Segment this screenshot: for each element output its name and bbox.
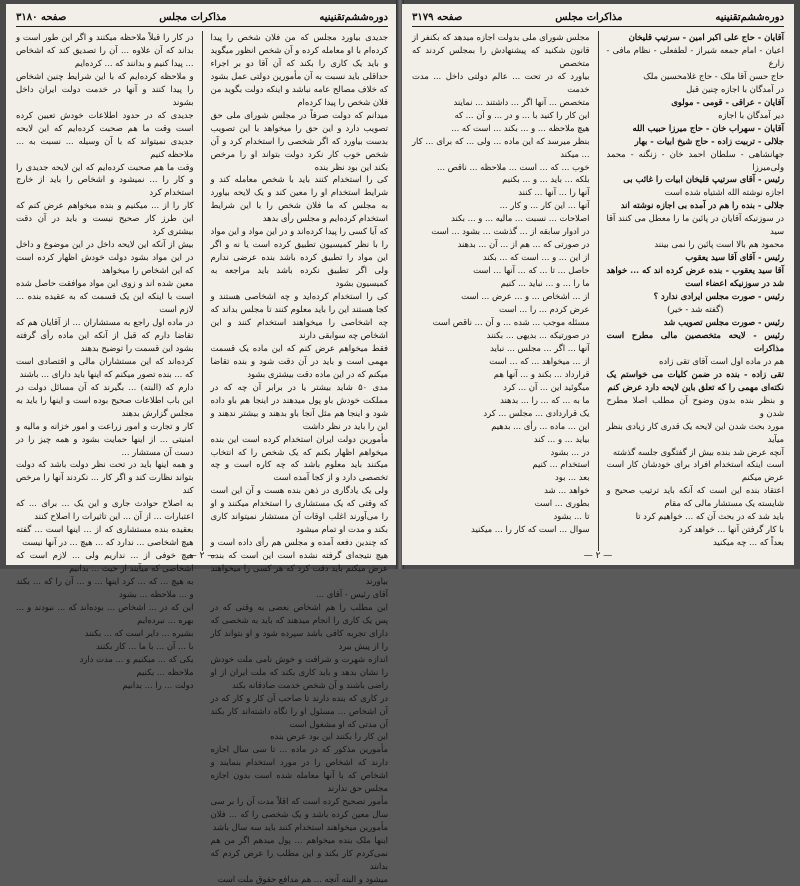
left-page-number: صفحه ۳۱۸۰ xyxy=(16,11,67,23)
left-page-column-left xyxy=(16,31,194,690)
paragraph: در ... بشود xyxy=(550,446,590,457)
paragraph: یکی که ... میکنیم و ... مدت دارد xyxy=(79,653,194,664)
paragraph: کار را از ... میکنیم و بنده میخواهم عرض کنم که این طرز کار صحیح نیست و باید در آن دقت بیشتری کرد xyxy=(16,200,194,237)
paragraph: ملاحظه ... بکنیم xyxy=(136,666,194,677)
paragraph: که چندین دفعه آمده و مجلس هم رأی داده است و هیچ نتیجه‌ای گرفته نشده است این است که بنده عرض میکنم باید دقت کرد که هر کسی را میخواهند بیاورند xyxy=(210,537,388,587)
paragraph: هیچ ملاحظه ... و ... بکند ... است که ... xyxy=(451,122,590,133)
right-page xyxy=(402,4,794,565)
paragraph: آقایان - عراقی - قومی - مولوی xyxy=(671,96,784,107)
paragraph: حاصل ... تا ... که ... آنها ... است xyxy=(473,265,590,276)
paragraph: رئیس - آقای آقا سید یعقوب xyxy=(685,252,784,263)
paragraph: بیاید ... و ... کند xyxy=(533,433,590,444)
paragraph: کار و تجارت و امور زراعت و امور خزانه و مالیه و امنیتی ... از اینها حمایت بشود و همه چیز را در دست آن مستشار ... xyxy=(16,420,194,457)
left-page-column-right xyxy=(210,31,389,884)
paragraph: اینها ملک بنده میخواهم ... پول میدهم اگر من هم نمی‌کردم کار بکند و این مطلب را عرض کردم که بدانند xyxy=(210,835,388,871)
paragraph: رئیس - لایحه متخصصین مالی مطرح است مذاکرات xyxy=(606,329,784,353)
paragraph: رئیس - صورت مجلس تصویب شد xyxy=(663,316,784,327)
paragraph: باید شد که در بحث آن که ... خواهیم کرد تا xyxy=(635,511,784,522)
paragraph: آقایان - حاج علی اکبر امین - سرتیپ قلیخان xyxy=(628,32,784,42)
paragraph: این که در ... اشخاص ... بوده‌اند که ... نبودند و ... بهره ... نبرده‌ایم xyxy=(16,601,194,625)
paragraph: بشیره ... دایر است که ... بکنند xyxy=(84,627,194,638)
paragraph: از ... میخواهد ... که ... است xyxy=(489,355,590,366)
paragraph: آنچه عرض شد بنده بیش از گفتگوی جلسه گذشته xyxy=(612,446,784,457)
paragraph: و بنظر بنده بدون وضوح آن مطلب اصلا مطرح شدن و xyxy=(606,394,784,418)
paragraph: آنها را ... آنها ... کنند xyxy=(518,187,590,198)
paragraph: جدیدی که در حدود اطلاعات خودش تعیین کرده است وقت ما هم صحبت کرده‌ایم که این لایحه جدیدی نمیتواند که با آن وسیله ... نسبت به ... ملاحظه کنیم xyxy=(16,109,194,159)
paragraph: مأمورین دولت ایران استخدام کرده است این بنده میخواهم اظهار بکنم که یک شخص را که انتخاب میکنند باید معلوم باشد که چه کاره است و چه تخصصی دارد و از کجا آمده است xyxy=(210,433,388,483)
column-rule xyxy=(202,31,203,551)
paragraph: خوب ... که ... است ... ملاحظه ... ناقص ... xyxy=(437,161,590,172)
paragraph: در کاری که بنده دارند تا صاحب آن کار و کار که در آن اشخاص ... مسئول او را نگاه داشته‌اند کار بکند آن مدتی که او مشغول است xyxy=(210,692,388,729)
left-page-header xyxy=(16,10,388,27)
paragraph: کی را استخدام کرده‌اید و چه اشخاصی هستند و کجا هستند این را باید معلوم کنند تا مجلس بداند که چه اشخاصی را میخواهند استخدام کنند و این اشخاص چه سوابقی دارند xyxy=(210,291,388,340)
paragraph: وقت ما هم صحبت کرده‌ایم که این لایحه جدیدی را و کار را ... نمیشود و اشخاص را باید از خارج استخدام کرد xyxy=(16,161,194,198)
paragraph: بعداً که ... چه میکنید xyxy=(713,537,784,548)
paragraph: بطوری ... است xyxy=(534,498,590,509)
paragraph: در کار را قبلاً ملاحظه میکنند و اگر این طور است و بداند که آن علاوه ... آن را تصدیق کند که اشخاص ... پیدا کنیم و بدانند که ... کرده‌ایم xyxy=(16,32,194,68)
paragraph: میدانم که دولت صرفاً در مجلس شورای ملی حق تصویب دارد و این حق را میخواهد با این تصویب بدست بیاورد که اگر شخصی را استخدام کرد و آن شخص خوب کار نکرد دولت بتواند او را مرخص بکند این بود نظر بنده xyxy=(210,109,388,172)
paragraph: در سوزنیکه آقایان در پائین ما را معطل می کنند آقا سید xyxy=(606,213,784,237)
column-rule xyxy=(598,31,599,551)
paragraph: آقای رئیس - آقای ... xyxy=(316,588,388,599)
paragraph: کرده‌اند که این مستشاران مالی و اقتصادی است که ... بنده تصور میکنم که اینها باید دارای ... باشند xyxy=(16,355,194,379)
paragraph: میگوئید این ... آن ... کرد xyxy=(503,381,590,392)
paragraph: در ماده اول راجع به مستشاران ... از آقایان هم که تقاضا دارم که قبل از آنکه این ماده رأی گرفته بشود این قسمت را توضیح بدهند xyxy=(16,316,194,353)
paragraph: دارم که (البته) ... بگیرند که آن مسائل دولت در این باب اطلاعات صحیح بوده است و اینها را باید به مجلس گزارش بدهند xyxy=(16,381,194,418)
paragraph: این مطلب را هم اشخاص بعضی به وقتی که در پس یک کاری را انجام میدهند که باید به شخصی که دارای تجربه کافی باشد سپرده شود و او بتواند کار را از پیش ببرد xyxy=(210,601,388,651)
paragraph: این ... ماده ... رأی ... بدهیم xyxy=(491,420,590,431)
paragraph: جدیدی بیاورد مجلس که من فلان شخص را پیدا کرده‌ام با او معامله کرده و آن شخص انظور میگوید و باید یک کاری را بکند که آن آقا دو بر اجراء حداقلی باید نسبت به آن مأمورین دولتی عمل بشود که خلاف مصالح عامه نباشد و اینکه دولت بگوید من فلان شخص را پیدا کرده‌ام xyxy=(210,32,388,107)
paragraph: بعقیده بنده مستشاری که از ... اینها است ... گفته هیچ اشخاصی ... ندارد که ... هیچ ... در آنها نیست xyxy=(16,524,194,548)
left-page-footer: — ۲ — xyxy=(187,551,217,561)
right-page-columns xyxy=(412,31,784,551)
paragraph: ما به ... که ... را ... بدهند xyxy=(500,394,590,405)
paragraph: فقط میخواهم عرض کنم که این ماده یک قسمت مهمی است و باید در آن دقت شود و بنده تقاضا میکنم که در این ماده دقت بیشتری بشود xyxy=(210,342,388,379)
left-page-term: دوره‌ششم‌تقنینیه xyxy=(319,11,388,23)
paragraph: آنها ... این کار ... و کار ... xyxy=(499,200,590,211)
paragraph: یک قراردادی ... مجلس ... کرد xyxy=(483,407,590,418)
paragraph: معین شده اند و زوی این مواد موافقت حاصل شده است با اینکه این یک قسمت که به عقیده بنده ... لازم است xyxy=(16,278,194,315)
paragraph: تقی زاده - بنده در ضمن کلیات می خواستم یک نکته‌ای مهمی را که تعلق باین لایحه دارد عرض کنم xyxy=(606,368,784,392)
paragraph: در ادوار سابقه از ... گذشت ... بشود ... است xyxy=(431,226,590,237)
paragraph: در آمدگان با اجازه چنین قبل xyxy=(686,83,784,94)
right-page-title: مذاکرات مجلس xyxy=(555,11,623,23)
paragraph: متخصص ... آنها اگر ... داشتند ... نمایند xyxy=(453,96,590,107)
paragraph: (گفته شد - خیر) xyxy=(667,304,724,315)
right-page-number: صفحه ۳۱۷۹ xyxy=(412,11,463,23)
paragraph: میشود و البته آنچه ... هم مدافع حقوق ملت است xyxy=(217,873,388,884)
paragraph: رئیس - صورت مجلس ایرادی ندارد ؟ xyxy=(653,291,784,302)
left-page xyxy=(6,4,398,884)
paragraph: بعد ... بود xyxy=(555,472,590,483)
paragraph: اجازه نوشته الله اشتیاه شده است xyxy=(664,187,784,198)
right-page-column-left xyxy=(412,31,590,551)
paragraph: در صورتی که ... هم از ... آن ... بدهند xyxy=(457,239,590,250)
paragraph: جهانشاهی - سلطان احمد خان - زنگنه - محمد ولی‌میرزا xyxy=(606,148,784,172)
paragraph: از این ... و ... است که ... بکند xyxy=(482,252,590,263)
paragraph: جلالی - بنده را هم در آمده بی اجازه نوشته اند xyxy=(620,200,784,211)
paragraph: اندازه شهرت و شرافت و خوش نامی ملت خودش را نشان بدهد و باید کاری بکند که ملت ایران از او راضی باشند و آن شخص خدمت صادقانه بکند xyxy=(210,653,388,690)
paragraph: دولت ... را ... بدانیم xyxy=(122,679,194,690)
paragraph: در صورتیکه ... بدیهی ... بکنند xyxy=(486,329,590,340)
paragraph: بیش از آنکه این لایحه داخل در این موضوع و داخل در این مواد بشود دولت خودش اظهار کرده است که این اشخاص را میخواهد xyxy=(16,239,194,276)
paragraph: دیر آمدگان با اجازه xyxy=(718,109,784,120)
paragraph: عرض کردم ... را ... است xyxy=(499,304,590,315)
left-page-title: مذاکرات مجلس xyxy=(159,11,227,23)
paragraph: اصلاحات ... نسبت ... مالیه ... و ... بکند xyxy=(451,213,590,224)
paragraph: و همه اینها باید در تحت نظر دولت باشد که دولت بتواند نظارت کند و اگر کار ... نکردند آنها را مرخص کند xyxy=(16,459,194,496)
right-page-footer: — ۲ — xyxy=(583,551,613,561)
paragraph: هیچ خوفی از ... نداریم ولی ... لازم است که اشخاصی که میآیند از حیث ... بدانیم xyxy=(16,550,194,574)
paragraph: اعیان - امام جمعه شیراز - لطفعلی - نظام مافی - زارع xyxy=(606,44,784,68)
paragraph: خواهد ... شد xyxy=(544,485,590,496)
paragraph: آنها ... اگر ... مجلس ... نباید xyxy=(490,342,590,353)
paragraph: مأمورین مذکور که در ماده ... تا سی سال اجازه دارند که اشخاص را در مورد استخدام بنمایند و اشخاص که با آنها معامله شده است بدون اجازه مجلس حق ندارند xyxy=(210,744,388,794)
paragraph: تا ... بشود xyxy=(553,511,590,522)
paragraph: بیاورد که در تحت ... عالم دولتی داخل ... مدت خدمت xyxy=(412,70,590,94)
paragraph: با کار گرفتن آنها ... خواهد کرد xyxy=(679,524,784,535)
paragraph: آقا سید یعقوب - بنده عرض کرده اند که ... خواهد شد در سوزنیکه اعضاء است xyxy=(606,265,784,289)
paragraph: که آیا کسی را پیدا کرده‌اند و در این مواد و این مواد را با نظر کمیسیون تطبیق کرده است یا نه و اگر این مواد را تطبیق کرده باشد بنده عرضی ندارم ولی اگر تطبیق نکرده باشد باید مراجعه به کمیسیون بشود xyxy=(210,226,388,289)
paragraph: بنظر میرسد که این ماده ... ولی ... که برای ... کار ... میکند xyxy=(412,135,590,159)
paragraph: قرارداد ... بکند و ... آنها هم xyxy=(493,368,590,379)
paragraph: استخدام ... کنیم xyxy=(532,459,590,470)
right-page-term: دوره‌ششم‌تقنینیه xyxy=(715,11,784,23)
paragraph: جلالی - تربیت زاده - حاج شیخ ابیات - بهار xyxy=(634,135,784,146)
paragraph: بلکه ... باید ... و ... بکنیم xyxy=(502,174,590,185)
paragraph: کی را استخدام کنند باید با شخص معامله کند و شرایط استخدام او را معین کند و یک لایحه بیاورد به مجلس که ما فلان شخص را با این شرایط استخدام کرده‌ایم و مجلس رأی بدهد xyxy=(210,174,388,224)
paragraph: ولی یک یادگاری در ذهن بنده هست و آن این است که وقتی که یک مستشاری را استخدام میکنند و او را می‌آورند اغلب اوقات آن مستشار نمیتواند کاری بکند و مدت او تمام میشود xyxy=(210,485,388,535)
paragraph: آقایان - سهراب خان - حاج میرزا حبیب الله xyxy=(632,122,784,133)
paragraph: مسئله موجب ... شده ... و آن ... ناقص است xyxy=(432,316,590,327)
paragraph: با ... آن ... با ما ... کار بکنند xyxy=(95,640,194,651)
right-page-column-right xyxy=(607,31,785,551)
paragraph: اعتقاد بنده این است که آنکه باید ترتیب صحیح و شایسته یک مستشار مالی که مقام xyxy=(606,485,784,509)
paragraph: هم در ماده اول است آقای تقی زاده xyxy=(658,355,784,366)
paragraph: رئیس - آقای سرتیپ قلیخان ابیات را غائب بی xyxy=(623,174,784,185)
paragraph: به هیچ ... که ... کرد اینها ... و ... آن را که ... بکند و ... ملاحظه ... بشود xyxy=(16,576,194,599)
paragraph: این کار را بکنند این بود عرض بنده xyxy=(270,731,388,742)
left-page-columns xyxy=(16,31,388,884)
paragraph: مأمور تصحیح کرده است که اقلاً مدت آن را بر سی سال معین کرده باشد و یک شخصی را که ... فلان مأمورین میخواهند استخدام کنند باید سه سال باشد xyxy=(210,796,388,833)
paragraph: و ملاحظه کرده‌ایم که با این شرایط چنین اشخاص را پیدا کنند و آنها در خدمت دولت ایران داخل بشوند xyxy=(16,70,194,107)
paragraph: این کار را کنید با ... و در ... و آن ... که xyxy=(454,109,590,120)
paragraph: از ... اشخاص ... و ... عرض ... است xyxy=(461,291,590,302)
paragraph: است اینکه استخدام افراد برای خودشان کار است عرض میکنم xyxy=(606,459,784,483)
paragraph: مدی ۵۰ شاید بیشتر یا در برابر آن چه که در مملکت خودش باو پول میدهند در اینجا هم باو داده شود و اینجا هم مثل آنجا باو بدهند و بیشتر ندهند و این را باید در نظر داشت xyxy=(210,381,388,431)
paragraph: حاج حسن آقا ملک - حاج غلامحسین ملک xyxy=(643,70,784,81)
right-page-header xyxy=(412,10,784,27)
paragraph: مورد بحث شدن این لایحه یک قدری کار زیادی بنظر میآید xyxy=(606,420,784,444)
paragraph: محمود هم بالا است پائین را نمی بینند xyxy=(654,239,784,250)
paragraph: ما را ... و ... نباید ... کنیم xyxy=(500,278,590,289)
paragraph: به اصلاح حوادث جاری و این یک ... برای ... که اعتبارات ... از آن ... این تاثیرات را اصلاح کنند xyxy=(16,498,194,522)
paragraph: سوال ... است که کار را ... میکنید xyxy=(471,524,590,535)
paragraph: مجلس شورای ملی بدولت اجازه میدهد که بکنفر از قانون شکنید که پیشنهادش را بمجلس کردند که متخصص xyxy=(412,32,590,68)
